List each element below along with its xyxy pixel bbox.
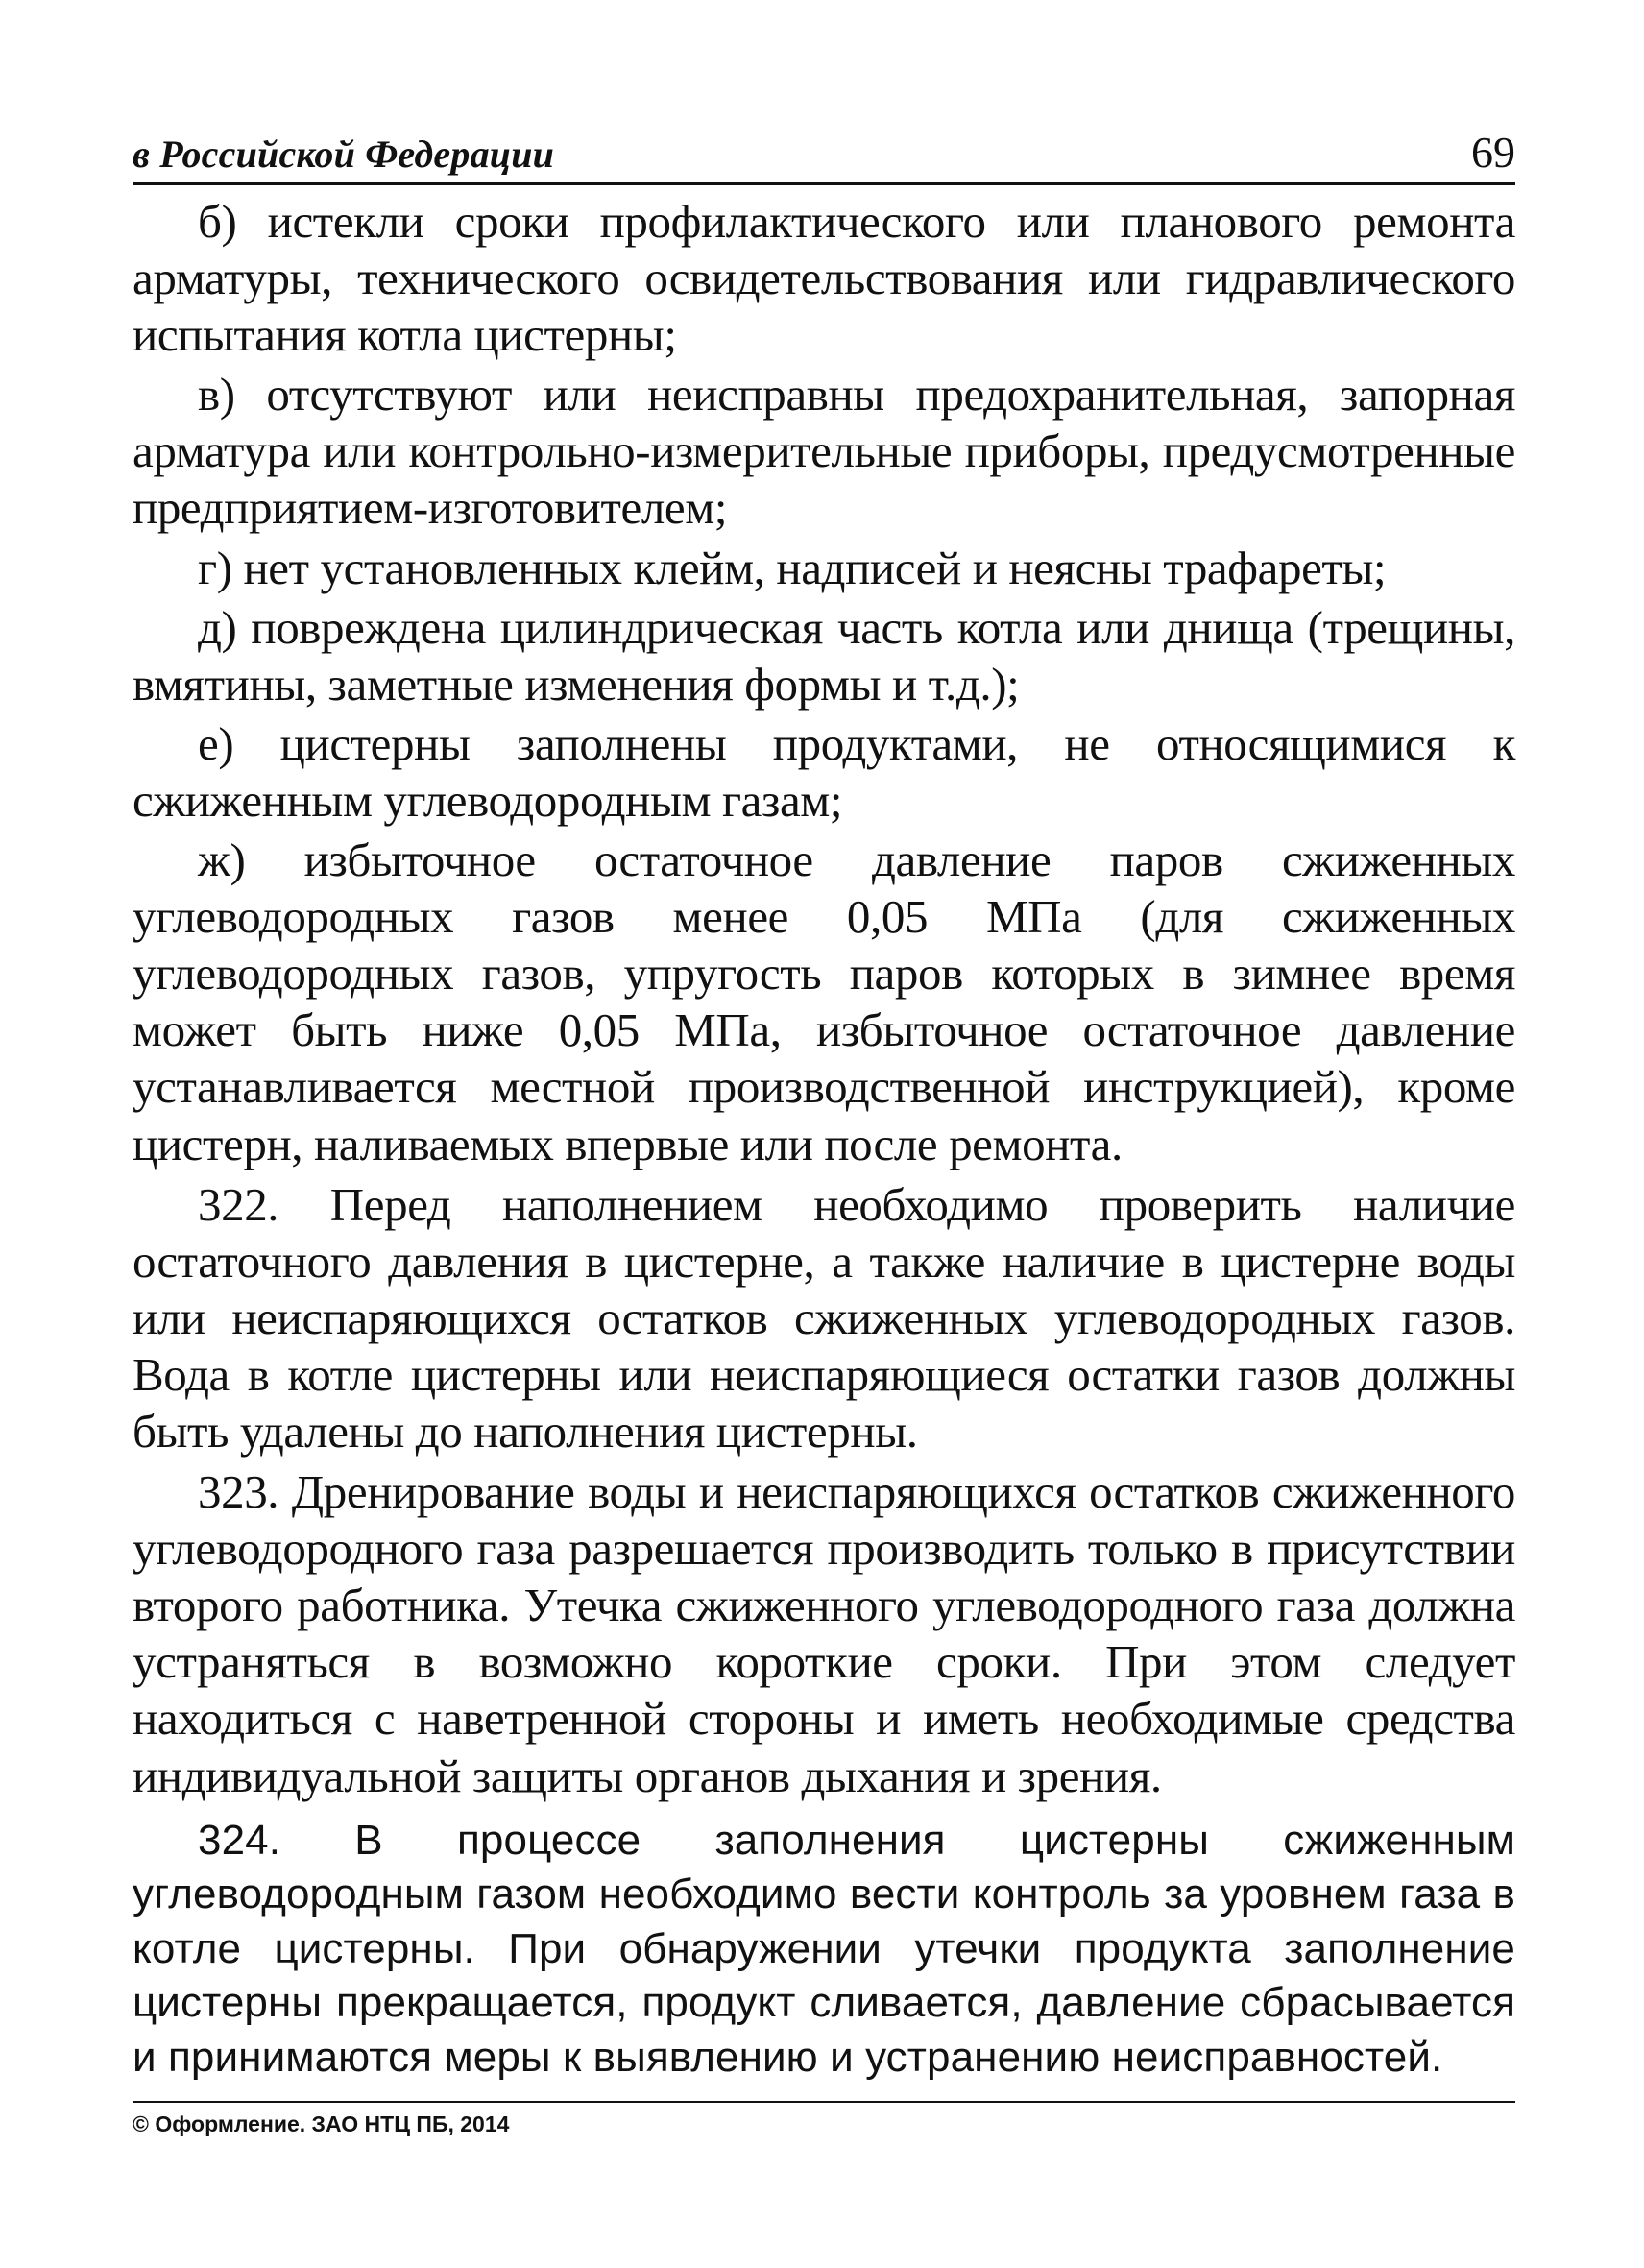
paragraph-item-e: е) цистерны заполнены продуктами, не относящимися к сжиженным углеводородным газам;	[133, 716, 1515, 827]
paragraph-item-b: б) истекли сроки профилактического или планового ремонта арматуры, технического освидетельствования или гидравлического испытания котла цистерны;	[133, 195, 1515, 362]
paragraph-323: 323. Дренирование воды и неиспаряющихся остатков сжиженного углеводородного газа разрешается производить только в присутствии второго работника. Утечка сжиженного углеводородного газа должна устраняться в возможно короткие сроки. При этом следует находиться с наветренной стороны и иметь необходимые средства индивидуальной защиты органов дыхания и зрения.	[133, 1465, 1515, 1802]
paragraph-322: 322. Перед наполнением необходимо проверить наличие остаточного давления в цистерне, а также наличие в цистерне воды или неиспаряющихся остатков сжиженных углеводородных газов. Вода в котле цистерны или неиспаряющиеся остатки газов должны быть удалены до наполнения цистерны.	[133, 1177, 1515, 1458]
paragraph-324: 324. В процессе заполнения цистерны сжиженным углеводородным газом необходимо вести контроль за уровнем газа в котле цистерны. При обнаружении утечки продукта заполнение цистерны прекращается, продукт сливается, давление сбрасывается и принимаются меры к выявлению и устранению неисправностей.	[133, 1816, 1515, 2081]
page-number: 69	[1471, 128, 1515, 177]
running-title: в Российской Федерации	[133, 133, 555, 176]
page-footer	[133, 2101, 1515, 2151]
paragraph-item-zh: ж) избыточное остаточное давление паров сжиженных углеводородных газов менее 0,05 МПа (для сжиженных углеводородных газов, упругость паров которых в зимнее время может быть ниже 0,05 МПа, избыточное остаточное давление устанавливается местной производственной инструкцией), кроме цистерн, наливаемых впервые или после ремонта.	[133, 833, 1515, 1170]
running-header	[133, 123, 1515, 185]
copyright-text: © Оформление. ЗАО НТЦ ПБ, 2014	[133, 2111, 510, 2136]
paragraph-item-g: г) нет установленных клейм, надписей и неясны трафареты;	[198, 541, 1387, 594]
paragraph-item-v: в) отсутствуют или неисправны предохранительная, запорная арматура или контрольно-измерительные приборы, предусмотренные предприятием-изготовителем;	[133, 368, 1515, 535]
paragraph-item-d: д) повреждена цилиндрическая часть котла или днища (трещины, вмятины, заметные изменения формы и т.д.);	[133, 600, 1515, 711]
document-body	[133, 193, 1515, 2086]
